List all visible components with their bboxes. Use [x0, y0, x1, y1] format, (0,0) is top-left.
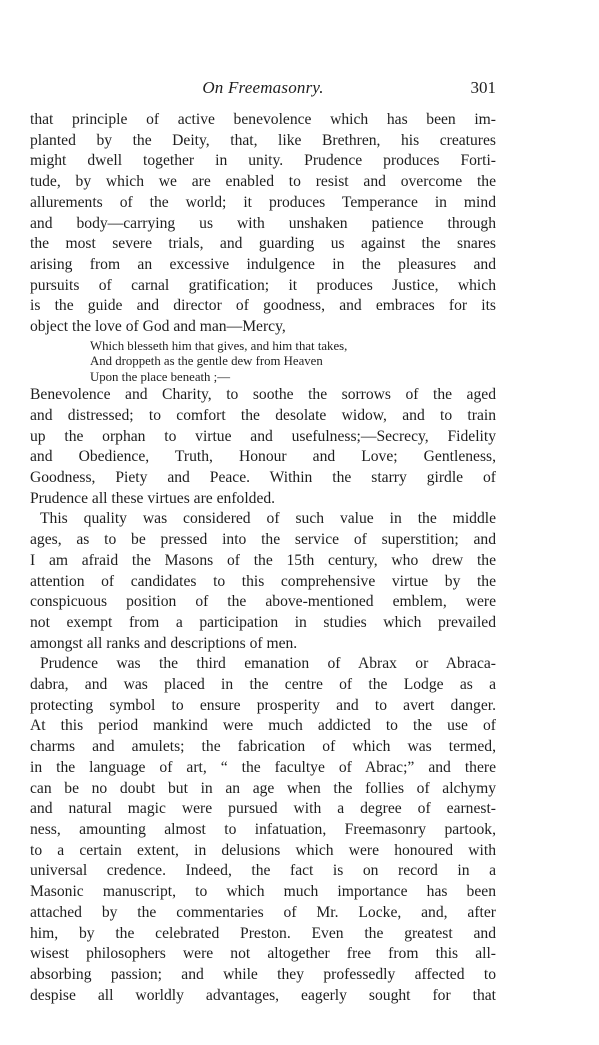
paragraph-1-continued — [30, 385, 496, 509]
verse-line: Upon the place beneath ;— — [90, 369, 231, 384]
text-line: dabra, and was placed in the centre of the Lodge as a — [30, 676, 496, 694]
text-line: universal credence. Indeed, the fact is on record in a — [30, 862, 496, 880]
text-line: is the guide and director of goodness, and embraces for its — [30, 297, 496, 315]
text-line: and distressed; to comfort the desolate widow, and to train — [30, 406, 496, 424]
paragraph-1 — [30, 110, 496, 338]
text-line: amongst all ranks and descriptions of men. — [30, 634, 298, 652]
text-line: tude, by which we are enabled to resist and overcome the — [30, 173, 496, 191]
verse-line: And droppeth as the gentle dew from Heaven — [90, 354, 323, 369]
text-line: charms and amulets; the fabrication of which was termed, — [30, 738, 496, 756]
text-line: I am afraid the Masons of the 15th century, who drew the — [30, 551, 496, 569]
page-header — [30, 78, 496, 106]
text-line: despise all worldly advantages, eagerly sought for that — [30, 986, 496, 1004]
text-line: Masonic manuscript, to which much importance has been — [30, 883, 496, 901]
text-line: to a certain extent, in delusions which were honoured with — [30, 841, 496, 859]
text-line: the most severe trials, and guarding us against the snares — [30, 235, 496, 253]
text-line: and Obedience, Truth, Honour and Love; Gentleness, — [30, 448, 496, 466]
text-line: allurements of the world; it produces Temperance in mind — [30, 193, 496, 211]
text-line: arising from an excessive indulgence in the pleasures and — [30, 255, 496, 273]
text-line: not exempt from a participation in studies which prevailed — [30, 613, 496, 631]
book-page — [30, 78, 496, 1006]
text-line: up the orphan to virtue and usefulness;—Secrecy, Fidelity — [30, 427, 496, 445]
text-line: pursuits of carnal gratification; it produces Justice, which — [30, 276, 496, 294]
text-line: Prudence was the third emanation of Abrax or Abraca- — [40, 655, 496, 673]
text-line: in the language of art, “ the facultye of Abrac;” and there — [30, 758, 496, 776]
text-line: wisest philosophers were not altogether free from this all- — [30, 945, 496, 963]
text-line: conspicuous position of the above-mentioned emblem, were — [30, 593, 496, 611]
text-line: absorbing passion; and while they professedly affected to — [30, 965, 496, 983]
text-line: ages, as to be pressed into the service of superstition; and — [30, 531, 496, 549]
text-line: protecting symbol to ensure prosperity and to avert danger. — [30, 696, 496, 714]
text-line: Prudence all these virtues are enfolded. — [30, 489, 276, 507]
text-line: object the love of God and man—Mercy, — [30, 318, 286, 336]
paragraph-2 — [30, 509, 496, 654]
text-line: and natural magic were pursued with a degree of earnest- — [30, 800, 496, 818]
text-line: attention of candidates to this comprehensive virtue by the — [30, 572, 496, 590]
text-line: At this period mankind were much addicted to the use of — [30, 717, 496, 735]
paragraph-3 — [30, 654, 496, 1006]
text-line: Benevolence and Charity, to soothe the sorrows of the aged — [30, 386, 496, 404]
page-number: 301 — [470, 78, 496, 97]
text-line: ness, amounting almost to infatuation, Freemasonry partook, — [30, 821, 496, 838]
verse-quotation — [30, 339, 496, 386]
text-line: This quality was considered of such value in the middle — [40, 510, 496, 528]
text-line: planted by the Deity, that, like Brethren, his creatures — [30, 131, 496, 149]
verse-line: Which blesseth him that gives, and him that takes, — [90, 338, 348, 353]
text-line: might dwell together in unity. Prudence produces Forti- — [30, 152, 496, 170]
text-line: that principle of active benevolence which has been im- — [30, 111, 496, 128]
text-line: can be no doubt but in an age when the follies of alchymy — [30, 779, 496, 797]
text-line: him, by the celebrated Preston. Even the greatest and — [30, 924, 496, 942]
running-title: On Freemasonry. — [202, 78, 324, 97]
text-line: Goodness, Piety and Peace. Within the starry girdle of — [30, 469, 496, 487]
text-line: and body—carrying us with unshaken patience through — [30, 214, 496, 232]
text-line: attached by the commentaries of Mr. Locke, and, after — [30, 903, 496, 921]
body-text — [30, 110, 496, 1006]
